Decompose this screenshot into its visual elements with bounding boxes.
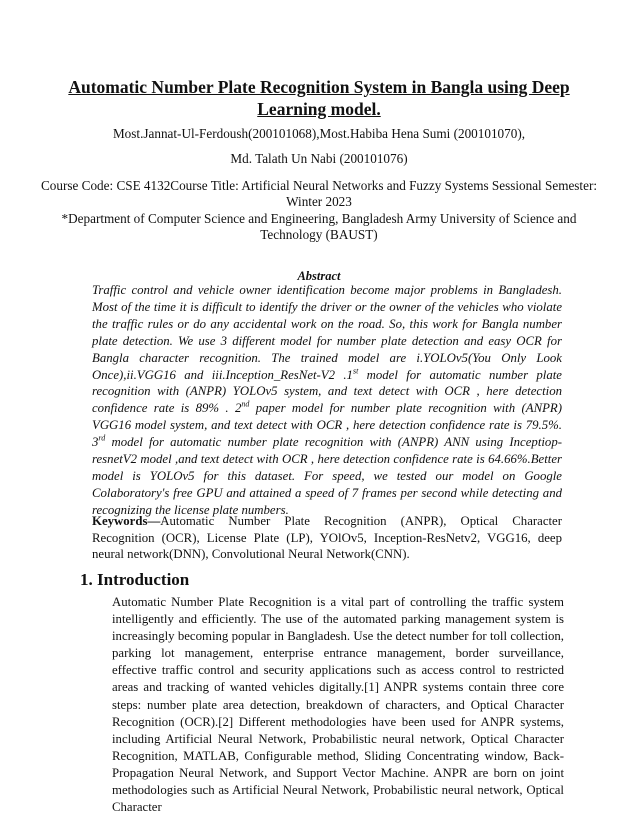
ordinal-superscript-nd: nd bbox=[241, 400, 250, 410]
abstract-text-part3: paper model for number plate recognition with (ANPR) VGG16 model system, and text detect with OCR , here detection confidence rate is 79.5%. 3 bbox=[92, 401, 562, 450]
abstract-body bbox=[92, 282, 562, 519]
ordinal-superscript-rd: rd bbox=[98, 433, 106, 443]
keywords-paragraph bbox=[92, 513, 562, 563]
abstract-text-part1: Traffic control and vehicle owner identification become major problems in Bangladesh. Most of the time it is difficult to identify the driver or the owner of the vehicles who violate the traffic rules or do any accidental work on the road. So, this work for Bangla number plate detection. We use 3 different model for number plate detection and easy OCR for Bangla character recognition. The trained model are i.YOLOv5(You Only Look Once),ii.VGG16 and iii.Inception_ResNet-V2 .1 bbox=[92, 283, 562, 382]
abstract-text-part4: model for automatic number plate recognition with (ANPR) ANN using Inceptiop-resnetV2 model ,and text detect with OCR , here detection confidence rate is 64.66%.Better model is YOLOv5 for this dataset. For speed, we tested our model on Google Colaboratory's free GPU and attained a speed of 7 frames per second while detecting and recognizing the license plate numbers. bbox=[92, 435, 562, 517]
paper-title: Automatic Number Plate Recognition System in Bangla using Deep Learning model. bbox=[68, 77, 570, 119]
keywords-label: Keywords— bbox=[92, 514, 161, 528]
ordinal-superscript-st: st bbox=[352, 366, 359, 376]
authors-line-second: Md. Talath Un Nabi (200101076) bbox=[230, 151, 408, 166]
keywords-text: Automatic Number Plate Recognition (ANPR), Optical Character Recognition (OCR), License Plate (LP), YOlOv5, Inception-ResNetv2, VGG16, deep neural network(DNN), Convolutional Neural Network(CNN). bbox=[92, 514, 562, 562]
department-affiliation: *Department of Computer Science and Engineering, Bangladesh Army University of Science and Technology (BAUST) bbox=[61, 211, 577, 242]
authors-line: Most.Jannat-Ul-Ferdoush(200101068),Most.Habiba Hena Sumi (200101070), bbox=[112, 126, 526, 141]
introduction-heading: 1. Introduction bbox=[80, 570, 190, 589]
abstract-text-part2: model for automatic number plate recognition with (ANPR) YOLOv5 system, and text detect with OCR , here detection confidence rate is 89% . 2 bbox=[92, 367, 562, 416]
abstract-heading: Abstract bbox=[297, 269, 341, 283]
introduction-body: Automatic Number Plate Recognition is a vital part of controlling the traffic system intelligently and efficiently. The use of the automated parking management system is increasingly becoming popular in Bangladesh. Use the detect number for toll collection, parking lot management, enterprise entrance management, border surveillance, effective traffic control and security applications such as access control to restricted areas and tracking of wanted vehicles digitally.[1] ANPR systems contain three core steps: number plate area detection, breakdown of characters, and Optical Character Recognition (OCR).[2] Different methodologies have been used for ANPR systems, including Artificial Neural Network, Probabilistic neural network, Optical Character Recognition, MATLAB, Configurable method, Sliding Concentrating window, Back-Propagation Neural Network, and Support Vector Machine. ANPR are born on joint methodologies such as Artificial Neural Network, Probabilistic neural network, Optical Character bbox=[112, 595, 564, 815]
course-info: Course Code: CSE 4132Course Title: Artificial Neural Networks and Fuzzy Systems Sessional Semester: Winter 2023 bbox=[40, 178, 598, 209]
